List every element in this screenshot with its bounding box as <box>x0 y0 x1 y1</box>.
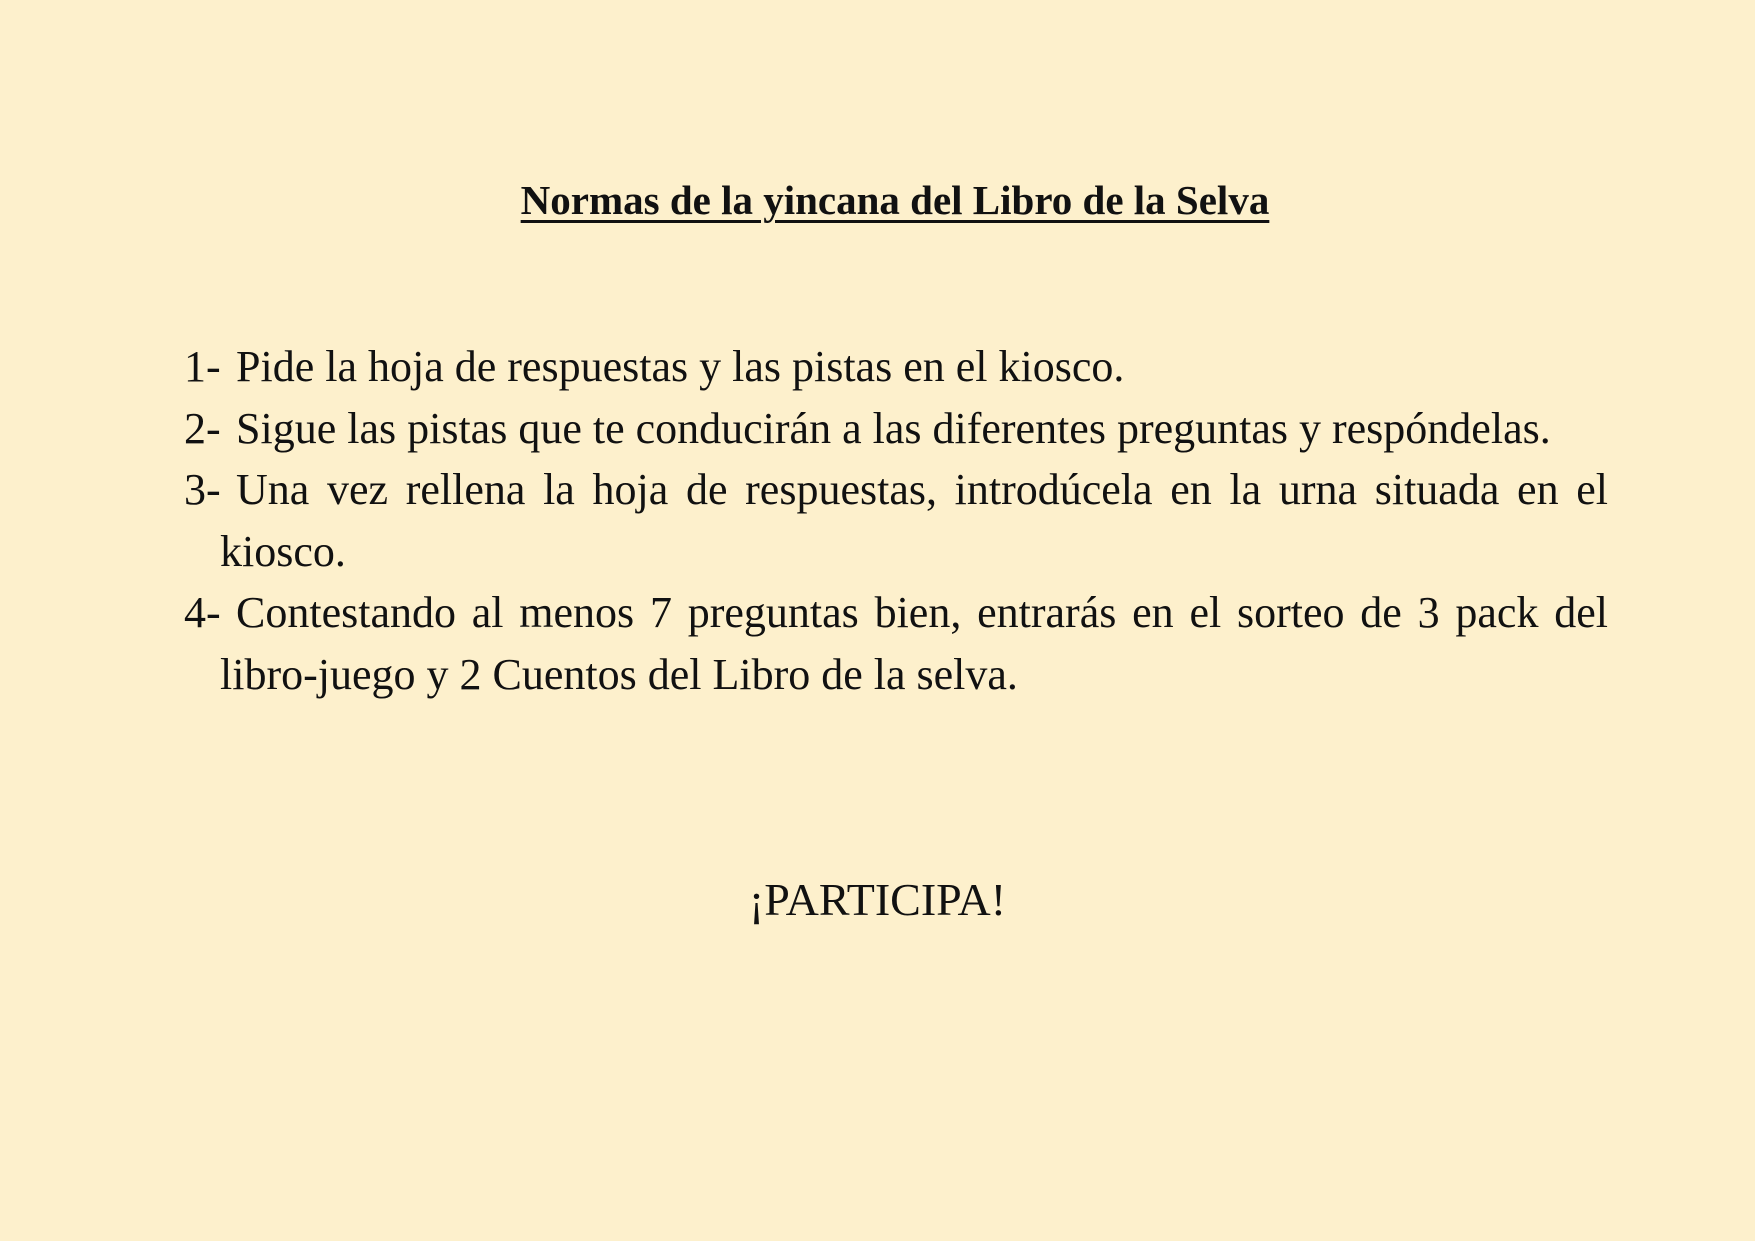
rule-number: 1- <box>184 342 221 391</box>
rule-text: Pide la hoja de respuestas y las pistas en el kiosco. <box>236 342 1125 391</box>
document-title: Normas de la yincana del Libro de la Selva <box>520 177 1270 223</box>
rule-text: Sigue las pistas que te conducirán a las diferentes preguntas y respóndelas. <box>236 403 1551 453</box>
rule-number: 3- <box>184 465 221 514</box>
rule-number: 2- <box>184 403 221 453</box>
rule-item-3 <box>184 459 1608 582</box>
rule-text: Una vez rellena la hoja de respuestas, introdúcela en la urna situada en el kiosco. <box>220 465 1608 576</box>
rule-item-1 <box>184 336 1608 398</box>
rule-number: 4- <box>184 588 221 637</box>
rule-item-2 <box>184 398 1608 460</box>
rules-list <box>184 336 1608 705</box>
rule-text: Contestando al menos 7 preguntas bien, entrarás en el sorteo de 3 pack del libro-juego y 2 Cuentos del Libro de la selva. <box>220 588 1608 699</box>
call-to-action: ¡PARTICIPA! <box>748 874 1007 925</box>
rule-item-4 <box>184 582 1608 705</box>
